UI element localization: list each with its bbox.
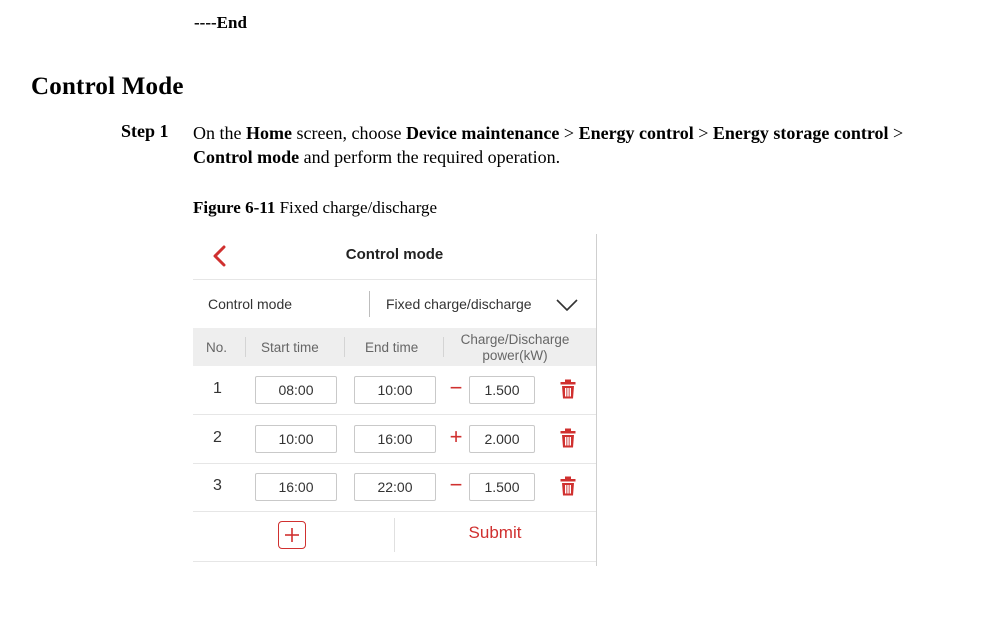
row-number: 3	[213, 477, 222, 494]
table-row	[193, 415, 596, 464]
energy-storage-control-term: Energy storage control	[712, 123, 889, 143]
trash-icon[interactable]	[560, 379, 576, 399]
power-field[interactable]: 1.500	[469, 376, 535, 404]
path-separator: >	[693, 123, 713, 143]
start-time-field[interactable]: 10:00	[255, 425, 337, 453]
header-separator	[443, 337, 444, 357]
charge-sign-toggle[interactable]: −	[449, 472, 463, 497]
column-header-no: No.	[206, 340, 228, 355]
control-mode-select[interactable]	[379, 288, 591, 320]
figure-caption	[193, 198, 437, 218]
control-mode-value: Fixed charge/discharge	[386, 296, 532, 312]
charge-sign-toggle[interactable]: −	[449, 375, 463, 400]
control-mode-screenshot	[193, 234, 597, 566]
step-text-part: screen, choose	[291, 123, 406, 143]
device-maintenance-term: Device maintenance	[405, 123, 560, 143]
chevron-down-icon	[555, 298, 579, 312]
path-separator: >	[559, 123, 579, 143]
control-mode-term: Control mode	[193, 147, 300, 167]
step-text-part: On the	[193, 123, 246, 143]
table-row	[193, 463, 596, 512]
table-row	[193, 366, 596, 415]
row-number: 2	[213, 429, 222, 446]
plus-icon	[284, 527, 300, 543]
trash-icon[interactable]	[560, 428, 576, 448]
power-field[interactable]: 2.000	[469, 425, 535, 453]
energy-control-term: Energy control	[578, 123, 694, 143]
control-mode-row	[193, 280, 596, 328]
action-footer	[193, 511, 596, 562]
section-heading: Control Mode	[31, 73, 184, 100]
figure-title: Fixed charge/discharge	[275, 198, 438, 217]
end-marker: ----End	[194, 13, 247, 32]
add-row-button[interactable]	[278, 521, 306, 549]
power-field[interactable]: 1.500	[469, 473, 535, 501]
column-header-start-time: Start time	[261, 340, 319, 355]
nav-title: Control mode	[345, 246, 444, 263]
end-time-field[interactable]: 16:00	[354, 425, 436, 453]
step-label: Step 1	[121, 121, 169, 141]
step-text	[193, 121, 933, 169]
header-separator	[245, 337, 246, 357]
home-term: Home	[246, 123, 292, 143]
column-header-power	[451, 332, 579, 364]
start-time-field[interactable]: 08:00	[255, 376, 337, 404]
screenshot-border	[596, 234, 597, 566]
mode-divider	[369, 291, 370, 317]
column-header-end-time: End time	[365, 340, 419, 355]
power-header-line: Charge/Discharge	[460, 332, 570, 347]
header-separator	[344, 337, 345, 357]
control-mode-label: Control mode	[208, 296, 293, 312]
figure-number: Figure 6-11	[193, 198, 276, 217]
start-time-field[interactable]: 16:00	[255, 473, 337, 501]
power-header-line: power(kW)	[482, 348, 548, 363]
step-text-part: and perform the required operation.	[299, 147, 561, 167]
nav-bar	[193, 234, 596, 280]
charge-sign-toggle[interactable]: +	[449, 424, 463, 449]
trash-icon[interactable]	[560, 476, 576, 496]
schedule-table-header	[193, 328, 596, 366]
submit-button[interactable]: Submit	[468, 523, 522, 542]
end-time-field[interactable]: 10:00	[354, 376, 436, 404]
end-time-field[interactable]: 22:00	[354, 473, 436, 501]
row-number: 1	[213, 380, 222, 397]
path-separator: >	[888, 123, 904, 143]
